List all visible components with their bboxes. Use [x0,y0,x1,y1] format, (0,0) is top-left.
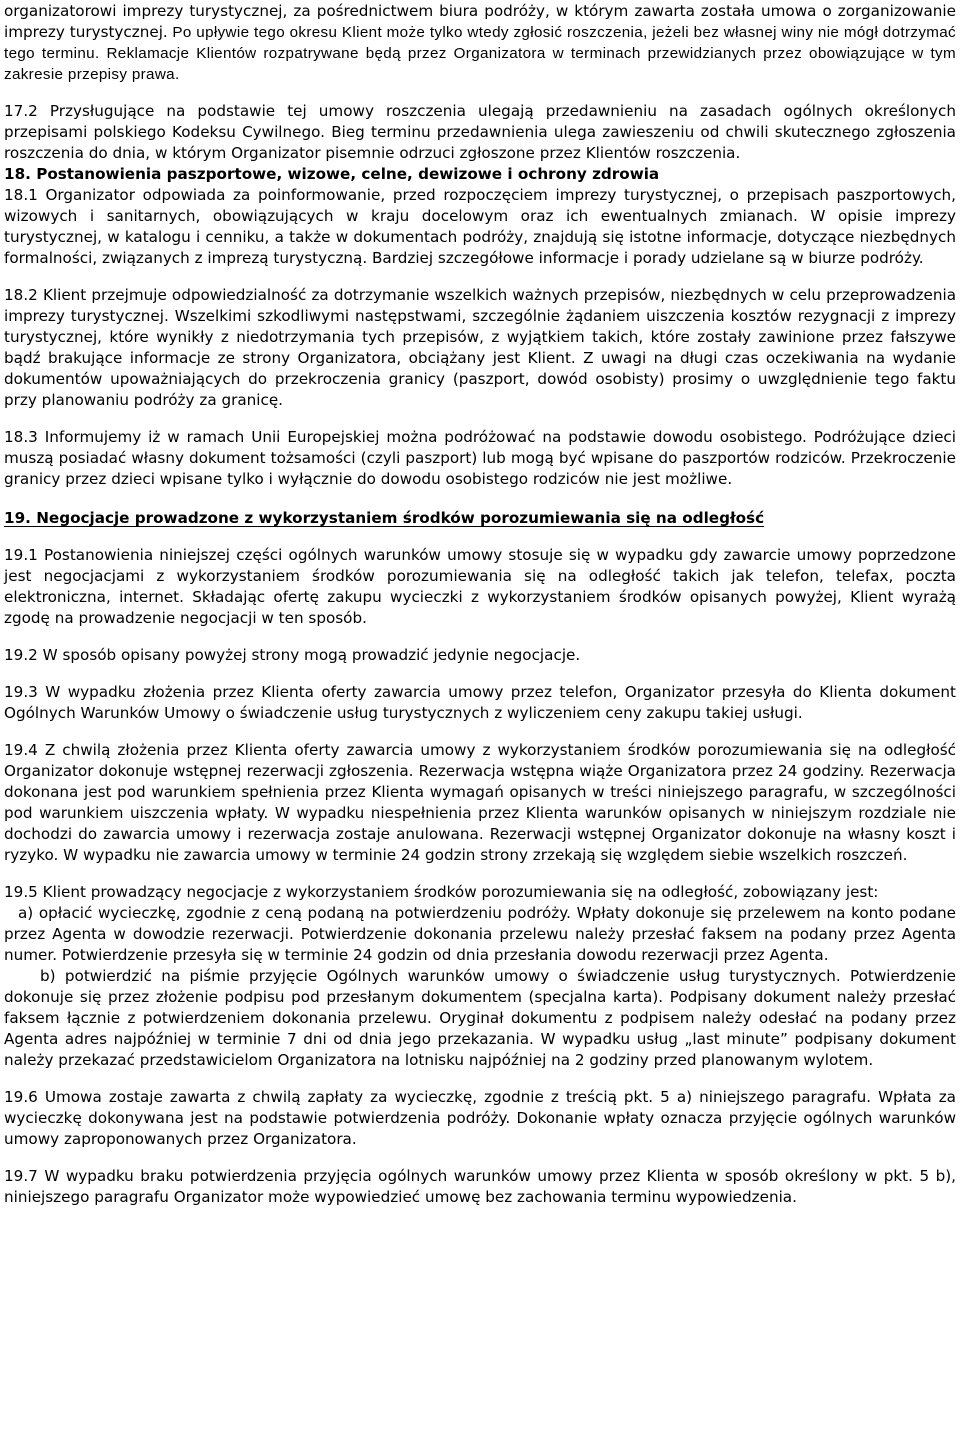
p17-2-text: 17.2 Przysługujące na podstawie tej umowy roszczenia ulegają przedawnieniu na zasadach ogólnych określonych przepisami polskiego Kodeksu Cywilnego. [4,102,956,141]
paragraph-19-6: 19.6 Umowa zostaje zawarta z chwilą zapłaty za wycieczkę, zgodnie z treścią pkt. 5 a) niniejszego paragrafu. Wpłata za wycieczkę dokonywana jest na podstawie potwierdzenia podróży. Dokonanie wpłaty oznacza przyjęcie ogólnych warunków umowy zaproponowanych przez Organizatora. [4,1088,956,1148]
p17-1-text-b: Po upływie tego okresu Klient może tylko wtedy zgłosić roszczenia, jeżeli bez własnej winy nie mógł dotrzymać tego terminu. Reklamacje Klientów rozpatrywane będą przez Organizatora w terminach przewidzianych przez obowiązujące w tym zakresie przepisy prawa. [4,24,957,83]
paragraph-18-1: 18.1 Organizator odpowiada za poinformowanie, przed rozpoczęciem imprezy turystycznej, o przepisach paszportowych, wizowych i sanitarnych, obowiązujących w kraju docelowym oraz ich ewentualnych zmianach. W opisie imprezy turystycznej, w katalogu i cenniku, a także w dokumentach podróży, znajdują się istotne informacje, dotyczące niezbędnych formalności, związanych z imprezą turystyczną. Bardziej szczegółowe informacje i porady udzielane są w biurze podróży. [4,186,956,267]
paragraph-19-1: 19.1 Postanowienia niniejszej części ogólnych warunków umowy stosuje się w wypadku gdy zawarcie umowy poprzedzone jest negocjacjami z wykorzystaniem środków porozumiewania się na odległość takich jak telefon, telefax, poczta elektroniczna, internet. Składając ofertę zakupu wycieczki z wykorzystaniem środków opisanych powyżej, Klient wyrażą zgodę na prowadzenie negocjacji w ten sposób. [4,546,956,627]
paragraph-19-4: 19.4 Z chwilą złożenia przez Klienta oferty zawarcia umowy z wykorzystaniem środków porozumiewania się na odległość Organizator dokonuje wstępnej rezerwacji zgłoszenia. Rezerwacja wstępna wiąże Organizatora przez 24 godziny. Rezerwacja dokonana jest pod warunkiem spełnienia przez Klienta wymagań opisanych w treści niniejszego paragrafu, w szczególności pod warunkiem uiszczenia wpłaty. W wypadku niespełnienia przez Klienta warunków opisanych w niniejszym rozdziale nie dochodzi do zawarcia umowy i rezerwacja zostaje anulowana. Rezerwacji wstępnej Organizator dokonuje na własny koszt i ryzyko. W wypadku nie zawarcia umowy w terminie 24 godzin strony zrzekają się względem siebie wszelkich roszczeń. [4,741,956,864]
paragraph-18-3: 18.3 Informujemy iż w ramach Unii Europejskiej można podróżować na podstawie dowodu osobistego. Podróżujące dzieci muszą posiadać własny dokument tożsamości (czyli paszport) lub mogą być wpisane do paszportów rodziców. Przekroczenie granicy przez dzieci wpisane tylko i wyłącznie do dowodu osobistego rodziców nie jest możliwe. [4,428,956,488]
p17-2-text-b: Bieg terminu przedawnienia ulega zawieszeniu od chwili skutecznego zgłoszenia roszczenia do dnia, w którym Organizator pisemnie odrzuci zgłoszone przez Klientów roszczenia. [4,123,956,162]
section-18-heading: 18. Postanowienia paszportowe, wizowe, celne, dewizowe i ochrony zdrowia [4,165,660,183]
paragraph-19-5-a: a) opłacić wycieczkę, zgodnie z ceną podaną na potwierdzeniu podróży. Wpłaty dokonuje się przelewem na konto podane przez Agenta w dowodzie rezerwacji. Potwierdzenie dokonania przelewu należy przesłać faksem na podany przez Agenta numer. Potwierdzenie przesyła się w terminie 24 godzin od dnia przesłania dowodu rezerwacji przez Agenta. [4,904,956,964]
paragraph-19-3: 19.3 W wypadku złożenia przez Klienta oferty zawarcia umowy przez telefon, Organizator przesyła do Klienta dokument Ogólnych Warunków Umowy o świadczenie usług turystycznych z wyliczeniem ceny zakupu takiej usługi. [4,683,956,722]
document-page [0,1,960,1433]
paragraph-19-7: 19.7 W wypadku braku potwierdzenia przyjęcia ogólnych warunków umowy przez Klienta w sposób określony w pkt. 5 b), niniejszego paragrafu Organizator może wypowiedzieć umowę bez zachowania terminu wypowiedzenia. [4,1167,956,1206]
paragraph-19-5-b: b) potwierdzić na piśmie przyjęcie Ogólnych warunków umowy o świadczenie usług turystycznych. Potwierdzenie dokonuje się przez złożenie podpisu pod przesłanym dokumentem (specjalna karta). Podpisany dokument należy przesłać faksem łącznie z potwierdzeniem dokonania przelewu. Oryginał dokumentu z podpisem należy odesłać na podany przez Agenta adres najpóźniej w terminie 7 dni od dnia jego przekazania. W wypadku usług „last minute” podpisany dokument należy przekazać przedstawicielom Organizatora na lotnisku najpóźniej na 2 godziny przed planowanym wylotem. [4,967,956,1069]
paragraph-17-1-continued [4,1,956,85]
paragraph-19-5: 19.5 Klient prowadzący negocjacje z wykorzystaniem środków porozumiewania się na odległość, zobowiązany jest: [4,883,879,901]
p17-1-text: organizatorowi imprezy turystycznej, za pośrednictwem biura podróży, w którym zawarta została umowa o zorganizowanie imprezy turystycznej. [4,2,956,41]
paragraph-18-2: 18.2 Klient przejmuje odpowiedzialność za dotrzymanie wszelkich ważnych przepisów, niezbędnych w celu przeprowadzenia imprezy turystycznej. Wszelkimi szkodliwymi następstwami, szczególnie żądaniem uiszczenia kosztów rezygnacji z imprezy turystycznej, które wynikły z niedotrzymania tych przepisów, z wyjątkiem takich, które zostały zawinione przez fałszywe bądź brakujące informacje ze strony Organizatora, obciążany jest Klient. Z uwagi na długi czas oczekiwania na wydanie dokumentów upoważniających do przekroczenia granicy (paszport, dowód osobisty) prosimy o uwzględnienie tego faktu przy planowaniu podróży za granicę. [4,286,956,409]
paragraph-19-2: 19.2 W sposób opisany powyżej strony mogą prowadzić jedynie negocjacje. [4,646,581,664]
paragraph-17-2 [4,101,956,164]
section-19-heading: 19. Negocjacje prowadzone z wykorzystaniem środków porozumiewania się na odległość [4,509,765,527]
